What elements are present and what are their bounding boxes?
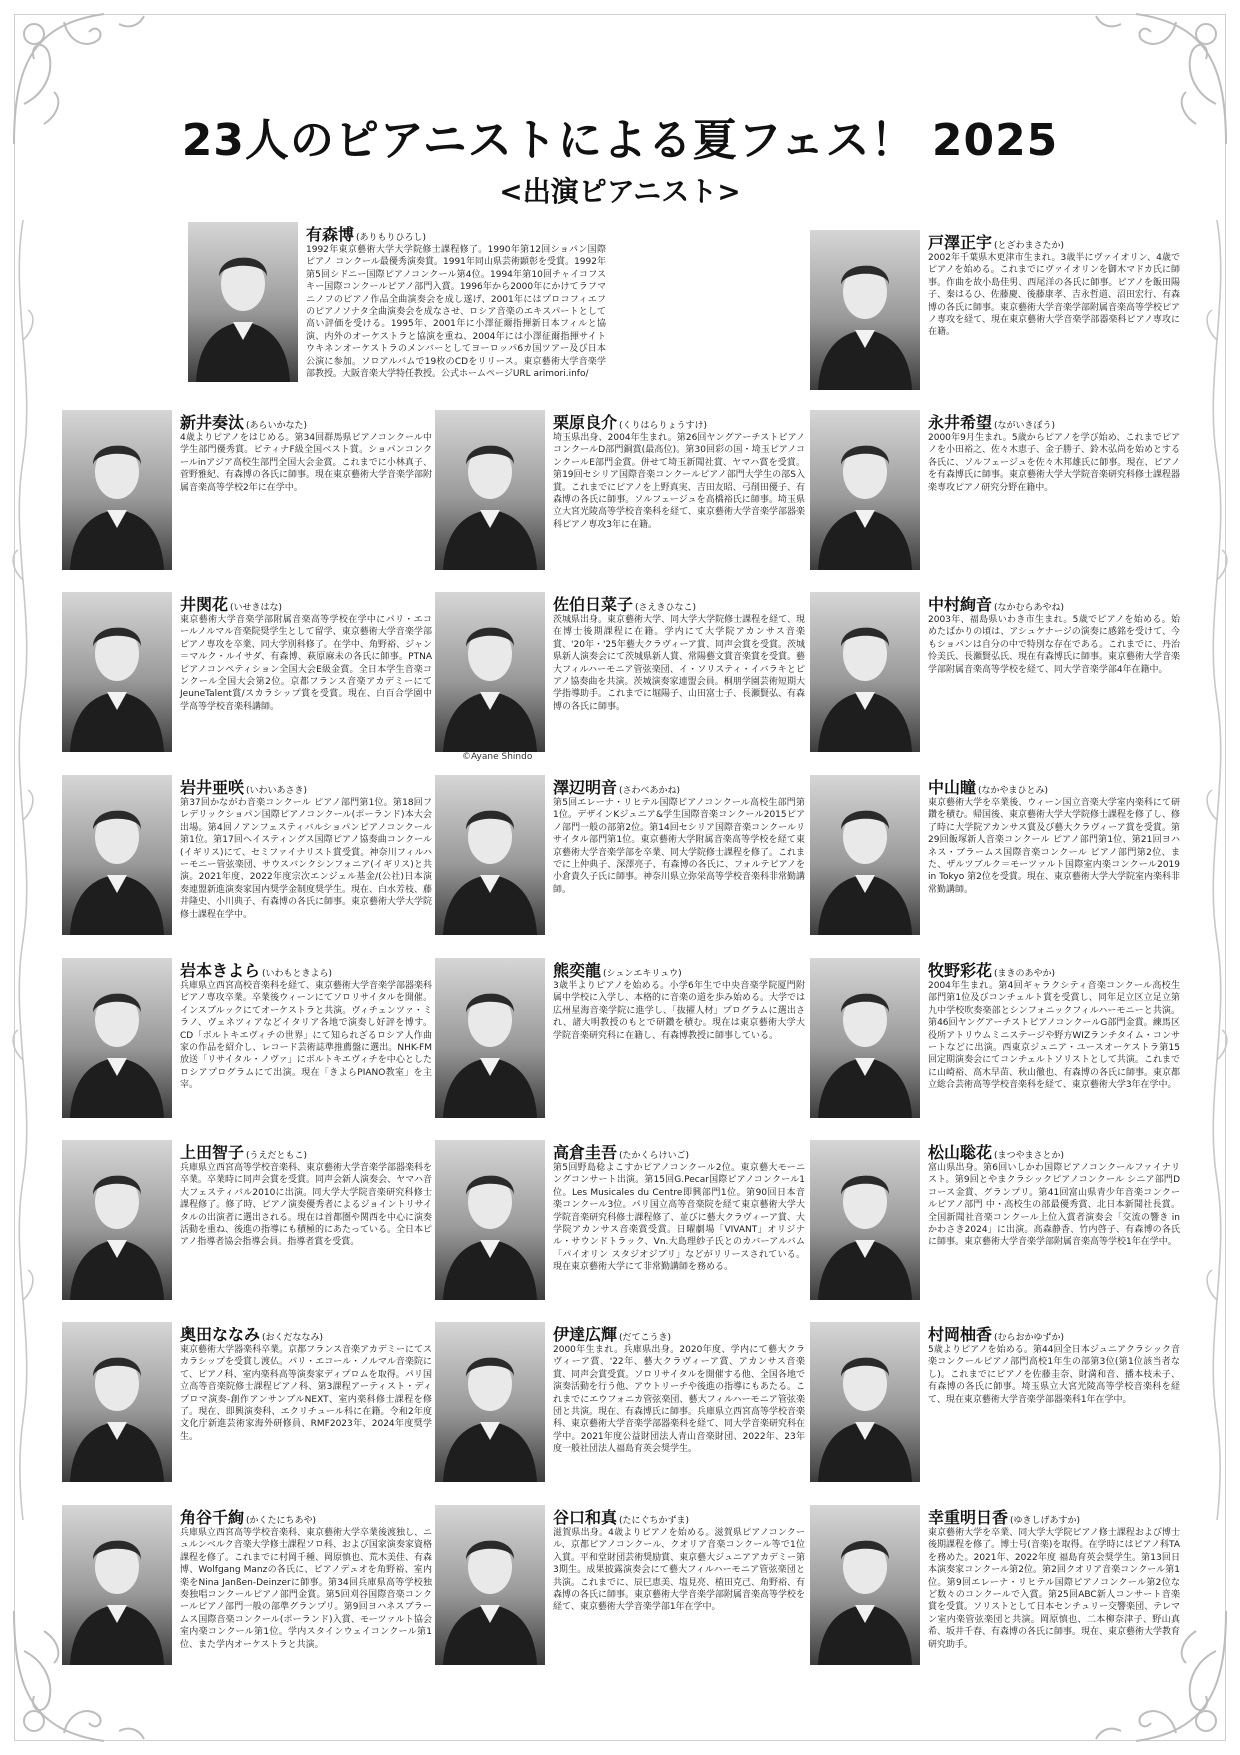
portrait-photo (62, 592, 172, 752)
pianist-biography: 5歳よりピアノを始める。第44回全日本ジュニアクラシック音楽コンクールピアノ部門高校1年生の部第3位(第1位該当者なし)。これまでにピアノを佐藤圭奈、財満和音、播本枝未子、有森博の各氏に師事。埼玉県立大宮光陵高等学校音楽科を経て、現在東京藝術大学音楽学部器楽科1年在学中。 (928, 1345, 1180, 1405)
person-silhouette-icon (810, 1505, 920, 1665)
pianist-name (553, 410, 707, 433)
pianist-name (553, 1322, 671, 1345)
pianist-card (62, 1322, 432, 1504)
pianist-biography: 兵庫県立西宮高等学校音楽科、東京藝術大学卒業後渡独し、ニュルンベルク音楽大学修士課程ソロ科、および国家演奏家資格課程を修了。これまでに村岡千種、岡原慎也、荒木美佳、有森博、Wolfgang Manzの各氏に、ピアノデュオを角野裕、室内楽をNina Janßen-Deinzerに師事。第34回兵庫県高等学校独奏独唱コンクールピアノ部門金賞。第5回刈谷国際音楽コンクールピアノ部門一般の部準グランプリ。第9回ヨハネスブラームス国際音楽コンクール(ポーランド)入賞、モーツァルト協会室内楽コンクール第1位。学内スタインウェイコンクール第1位、また学内オーケストラと共演。 (180, 1528, 433, 1650)
pianist-biography: 1992年東京藝術大学大学院修士課程修了。1990年第12回ショパン国際ピアノ コンクール最優秀演奏賞。1991年同山県芸術顕彰を受賞。1992年第5回シドニー国際ピアノコンクール第4位。1994年第10回チャイコフスキー国際コンクールピアノ部門入賞。1996年から2000年にかけてラフマニノフのピアノ作品全曲演奏会を成し遂げ、2001年にはプロコフィエフのピアノソナタ全曲演奏会を成なさせ、ロシア音楽のエキスパートとして高い評価を受ける。1995年、2001年に小澤征爾指揮新日本フィルと協演、内外のオーケストラと協演を重ね、2004年には小澤征爾指揮サイトウキネンオーケストラのメンバーとしてヨーロッパ6カ国ツアー及び日本公演に参加。ソロアルバムで19枚のCDをリリース。東京藝術大学音楽学部教授。大阪音楽大学特任教授。公式ホームページURL arimori.info/ (306, 245, 606, 380)
pianist-name (180, 1140, 307, 1163)
pianist-biography: 第37回かながわ音楽コンクール ピアノ部門第1位。第18回フレデリックショパン国際ピアノコンクール(ポーランド)本大会出場。第4回ノアンフェスティバルショパンピアノコンクール第1位。第17回ヘイスティングス国際ピアノ協奏曲コンクール(イギリス)にて、セミファイナリスト賞受賞。神奈川フィルハーモニー管弦楽団、サウスバンクシンフォニア(イギリス)と共演。2021年度、2022年度宗次エンジェル基金/(公社)日本演奏連盟新進演奏家国内奨学金制度奨学生。現在、白水芳枝、藤井隆史、小川典子、有森博の各氏に師事。東京藝術大学大学院修士課程在学中。 (180, 798, 433, 920)
pianist-name-text: 熊奕龍 (553, 961, 602, 980)
pianist-name-text: 佐伯日菜子 (553, 595, 634, 614)
page-title: 23人のピアニストによる夏フェス！ 2025 (181, 115, 1059, 166)
portrait-photo (62, 1505, 172, 1665)
pianist-biography: 東京藝術大学を卒業後、ウィーン国立音楽大学室内楽科にて研鑽を積む。帰国後、東京藝術大学大学院修士課程を修了し、修了時に大学院アカンサス賞及び藝大クラヴィーア賞を受賞。第29回飯塚新人音楽コンクール ピアノ部門第1位、第21回ヨハネス・ブラームス国際音楽コンクール ピアノ部門第2位、また、ザルツブルク＝モーツァルト国際室内楽コンクール2019 in Tokyo 第2位を受賞。現在、東京藝術大学大学院室内楽科非常勤講師。 (928, 798, 1181, 895)
pianist-name-text: 戸澤正宇 (928, 233, 993, 252)
pianist-name-text: 幸重明日香 (928, 1508, 1009, 1527)
page-subtitle: <出演ピアニスト> (499, 175, 741, 208)
pianist-name (180, 958, 332, 981)
pianist-name (928, 410, 1055, 433)
portrait-photo (435, 1322, 545, 1482)
portrait-photo (810, 775, 920, 935)
pianist-card (810, 1322, 1180, 1492)
pianist-name-reading: (あらいかなた) (246, 421, 308, 431)
pianist-name (928, 958, 1055, 981)
person-silhouette-icon (62, 1140, 172, 1300)
pianist-biography: 埼玉県出身、2004年生まれ。第26回ヤングアーチストピアノコンクールD部門銅賞(最高位)。第30回彩の国・埼玉ピアノコンクールE部門金賞。併せて埼玉新聞社賞、ヤマハ賞を受賞。第19回セシリア国際音楽コンクールピアノ部門大学生の部S入賞。これまでにピアノを上野真実、吉田友昭、弓削田優子、有森博の各氏に師事。ソルフェージュを高橋裕氏に師事。埼玉県立大宮光陵高等学校音楽科を経て、東京藝術大学音楽学部器楽科ピアノ専攻3年に在籍。 (553, 433, 805, 530)
pianist-name-text: 岩本きよら (180, 961, 261, 980)
pianist-name (180, 592, 282, 615)
pianist-biography: 兵庫県立西宮高校音楽科を経て、東京藝術大学音楽学部器楽科ピアノ専攻卒業。卒業後ウィーンにてソロリサイタルを開催。インスブルックにてオーケストラと共演。ヴィチェンツァ・ミラノ、ヴェネツィアなどイタリア各地で演奏し好評を博す。CD「ボルトキエヴィチの世界」にて知られざるロシア人作曲家の作品を紹介し、レコード芸術誌準推薦盤に選出。NHK-FM放送「リサイタル・ノヴァ」にボルトキエヴィチを中心としたロシアプログラムにて出演。現在「きよらPIANO教室」を主宰。 (180, 981, 432, 1091)
pianist-biography: 東京藝術大学器楽科卒業。京都フランス音楽アカデミーにてスカラシップを受賞し渡仏。パリ・エコール・ノルマル音楽院にて、ピアノ科、室内楽科高等演奏家ディプロムを取得。パリ国立高等音楽院修士課程ピアノ科、第3課程アーティスト・ディプロマ演奏-創作アンサンブルNEXT、室内楽科修士課程を修了。現在、即興演奏科、エクリチュール科に在籍。令和2年度文化庁新進芸術家海外研修員、RMF2023年、2024年度奨学生。 (180, 1345, 432, 1442)
pianist-name (553, 1140, 689, 1163)
portrait-photo (435, 1140, 545, 1300)
pianist-name-text: 谷口和真 (553, 1508, 618, 1527)
pianist-name-text: 牧野彩花 (928, 961, 993, 980)
pianist-biography: 2004年生まれ。第4回ギャラクシティ音楽コンクール高校生部門第1位及びコンチェルト賞を受賞し、同年足立区立足立第九中学校吹奏楽部とシンフォニックフィルハーモニーと共演。第46回ヤングアーチストピアノコンクールG部門金賞。練馬区役所アトリウムミニステージや野方WIZランチタイム・コンサートなどに出演。西東京ジュニア・ユースオーケストラ第15回定期演奏会にてコンチェルトソリストとして共演。これまでに山崎裕、高木早苗、秋山徹也、有森博の各氏に師事。東京都立総合芸術高等学校音楽科を経て、東京藝術大学3年在学中。 (928, 981, 1181, 1091)
portrait-photo (435, 410, 545, 570)
pianist-name-reading: (かくたにちあや) (246, 1516, 317, 1526)
pianist-name-text: 中山瞳 (928, 778, 977, 797)
pianist-card (435, 1505, 805, 1695)
portrait-photo (435, 592, 545, 752)
pianist-card (435, 410, 805, 580)
pianist-name-text: 奥田ななみ (180, 1325, 261, 1344)
person-silhouette-icon (810, 230, 920, 390)
portrait-photo (810, 230, 920, 390)
pianist-card (810, 1505, 1180, 1735)
pianist-name-reading: (むらおかゆずか) (994, 1333, 1065, 1343)
pianist-name-text: 松山聡花 (928, 1143, 993, 1162)
pianist-name-text: 永井希望 (928, 413, 993, 432)
pianist-card (62, 775, 432, 957)
pianist-name-text: 村岡柚香 (928, 1325, 993, 1344)
person-silhouette-icon (435, 1505, 545, 1665)
pianist-name-text: 角谷千絢 (180, 1508, 245, 1527)
pianist-name-reading: (まきのあやか) (994, 969, 1056, 979)
pianist-biography: 3歳半よりピアノを始める。小学6年生で中央音楽学院厦門附属中学校に入学し、本格的に音楽の道を歩み始める。大学では広州星海音楽学院に進学し、「抜擢人材」プログラムに選出され、諸大明教授のもとで研鑽を積む。現在は東京藝術大学大学院音楽研究科に在籍し、有森博教授に師事している。 (553, 981, 806, 1041)
pianist-name-reading: (たにぐちかずま) (619, 1516, 690, 1526)
person-silhouette-icon (435, 410, 545, 570)
pianist-biography: 富山県出身。第6回いしかわ国際ピアノコンクールファイナリスト。第9回とやまクラシックピアノコンクール シニア部門Dコース金賞、グランプリ。第41回富山県青少年音楽コンクールピアノ部門 中・高校生の部最優秀賞、北日本新聞社長賞。全国新聞社音楽コンクール上位入賞者演奏会「交流の響き in かわさき2024」に出演。高森静香、竹内啓子、有森博の各氏に師事。東京藝術大学音楽学部附属音楽高等学校1年在学中。 (928, 1163, 1180, 1248)
pianist-name-reading: (とざわまさたか) (994, 241, 1065, 251)
pianist-name (928, 592, 1064, 615)
pianist-name-text: 新井奏汰 (180, 413, 245, 432)
person-silhouette-icon (810, 775, 920, 935)
person-silhouette-icon (435, 958, 545, 1118)
pianist-card (188, 222, 608, 394)
pianist-name (928, 1322, 1064, 1345)
pianist-name (553, 1505, 689, 1528)
pianist-name (180, 775, 307, 798)
person-silhouette-icon (810, 592, 920, 752)
pianist-name-text: 澤辺明音 (553, 778, 618, 797)
pianist-name-reading: (たかくらけいご) (619, 1151, 690, 1161)
person-silhouette-icon (435, 592, 545, 752)
person-silhouette-icon (435, 1322, 545, 1482)
pianist-card (62, 1140, 432, 1322)
pianist-biography: 東京藝術大学音楽学部附属音楽高等学校在学中にパリ・エコールノルマル音楽院奨学生として留学、東京藝術大学音楽学部ピアノ専攻を卒業、同大学別科修了。在学中、角野裕、ジャン＝マルク・ルイサダ、有森博、萩原麻未の各氏に師事。PTNAピアノコンペティション全国大会E級金賞。全日本学生音楽コンクール全国大会第2位。京都フランス音楽アカデミーにてJeuneTalent賞/スカラシップ賞を受賞。現在、白百合学園中学高等学校音楽科講師。 (180, 615, 432, 712)
pianist-card (62, 410, 432, 580)
person-silhouette-icon (62, 958, 172, 1118)
pianist-name-reading: (くりはらりょうすけ) (619, 421, 708, 431)
pianist-name (553, 592, 696, 615)
photo-credit: ©Ayane Shindo (462, 752, 533, 762)
pianist-card (435, 958, 805, 1128)
portrait-photo (62, 1322, 172, 1482)
portrait-photo (810, 1505, 920, 1665)
pianist-name (553, 775, 680, 798)
pianist-name (306, 222, 426, 245)
pianist-name (553, 958, 682, 981)
person-silhouette-icon (435, 1140, 545, 1300)
portrait-photo (188, 222, 298, 382)
pianist-name-text: 井関花 (180, 595, 229, 614)
pianist-name-text: 上田智子 (180, 1143, 245, 1162)
pianist-biography: 2002年千葉県木更津市生まれ。3歳半にヴァイオリン、4歳でピアノを始める。これまでにヴァイオリンを御木マドカ氏に師事。作曲を故小島佳男、西尾洋の各氏に師事。ピアノを飯田陽子、秦はるひ、佐藤慶、後藤康孝、吉永哲道、沼田宏行、有森博の各氏に師事。東京藝術大学音楽学部附属音楽高等学校ピアノ専攻を経て、現在東京藝術大学音楽学部器楽科ピアノ専攻に在籍。 (928, 253, 1181, 338)
person-silhouette-icon (810, 1140, 920, 1300)
pianist-biography: 茨城県出身。東京藝術大学、同大学大学院修士課程を経て、現在博士後期課程に在籍。学内にて大学院アカンサス音楽賞、'20年・'25年藝大クラヴィーア賞、同声会賞を受賞。茨城県新人演奏会にて茨城県新人賞、常陽藝文賞音楽賞を受賞。藝大フィルハーモニア管弦楽団、イ・ソリスティ・イバラキとピアノ協奏曲を共演。茨城演奏家連盟会員。桐朋学園芸術短期大学指導助手。これまでに堀陽子、山田富士子、長瀬賢弘、有森博の各氏に師事。 (553, 615, 806, 712)
pianist-name-reading: (ゆきしげあすか) (1010, 1516, 1081, 1526)
portrait-photo (62, 958, 172, 1118)
pianist-card (62, 592, 432, 770)
pianist-card (62, 958, 432, 1140)
pianist-name-reading: (いせきはな) (230, 603, 283, 613)
portrait-photo (810, 1322, 920, 1482)
pianist-name-text: 岩井亜咲 (180, 778, 245, 797)
portrait-photo (62, 1140, 172, 1300)
portrait-photo (62, 410, 172, 570)
pianist-biography: 第5回エレーナ・リヒテル国際ピアノコンクール高校生部門第1位。デザインKジュニア&学生国際音楽コンクール2015ピアノ部門一般の部第2位。第14回セシリア国際音楽コンクールリサイタル部門第1位。東京藝術大学附属音楽高等学校を経て東京藝術大学音楽学部を卒業、同大学院修士課程を修了。これまでに上仲典子、深澤亮子、有森博の各氏に、フォルテピアノを小倉貴久子氏に師事。神奈川県立弥栄高等学校音楽科非常勤講師。 (553, 798, 806, 895)
pianist-card (810, 410, 1180, 580)
portrait-photo (810, 958, 920, 1118)
pianist-name-reading: (なかやまひとみ) (978, 786, 1049, 796)
person-silhouette-icon (188, 222, 298, 382)
person-silhouette-icon (810, 410, 920, 570)
pianist-card (435, 1140, 805, 1322)
portrait-photo (435, 775, 545, 935)
pianist-name-reading: (ありもりひろし) (356, 233, 427, 243)
person-silhouette-icon (810, 958, 920, 1118)
pianist-card (810, 592, 1180, 762)
pianist-card (435, 592, 805, 762)
pianist-name-reading: (なかむらあやね) (994, 603, 1065, 613)
pianist-card (810, 958, 1180, 1140)
pianist-name-reading: (いわいあさき) (246, 786, 308, 796)
portrait-photo (435, 958, 545, 1118)
pianist-card (810, 230, 1180, 402)
pianist-name (180, 1505, 316, 1528)
pianist-card (810, 775, 1180, 945)
person-silhouette-icon (62, 775, 172, 935)
pianist-biography: 2003年、福島県いわき市生まれ。5歳でピアノを始める。始めたばかりの頃は、アシュケナージの演奏に感銘を受けて、今もショパンは自分の中で特別な存在である。これまでに、丹治怜美氏、長瀬賢弘氏、現在有森博氏に師事。東京藝術大学音楽学部附属音楽高等学校を経て、同大学音楽学部4年在籍中。 (928, 615, 1181, 675)
side-vine-ornament-icon (6, 220, 40, 1520)
pianist-name (180, 1322, 323, 1345)
pianist-card (435, 775, 805, 945)
pianist-name-reading: (おくだななみ) (262, 1333, 324, 1343)
pianist-name-reading: (だてこうき) (619, 1333, 672, 1343)
pianist-card (810, 1140, 1180, 1322)
pianist-name-reading: (いわもときよら) (262, 969, 333, 979)
side-vine-ornament-icon (1200, 220, 1234, 1520)
pianist-biography: 兵庫県立西宮高等学校音楽科、東京藝術大学音楽学部器楽科を卒業。卒業時に同声会賞を受賞。同声会新人演奏会、ヤマハ音大フェスティバル2010に出演。同大学大学院音楽研究科修士課程修了。修了時、ピアノ演奏優秀者によるジョイントリサイタルの出演者に選出される。現在は首都圏や関西を中心に演奏活動を重ね、後進の指導にも積極的にあたっている。全日本ピアノ指導者協会指導会員。指導者賞を受賞。 (180, 1163, 433, 1248)
pianist-biography: 2000年生まれ。兵庫県出身。2020年度、学内にて藝大クラヴィーア賞、'22年、藝大クラヴィーア賞、アカンサス音楽賞、同声会賞受賞。ソロリサイタルを開催する他、全国各地で演奏活動を行う他、アウトリーチや後進の指導にもあたる。これまでにエウフォニカ管弦楽団、藝大フィルハーモニア管弦楽団と共演。現在、有森博氏に師事。兵庫県立西宮高等学校音楽科、東京藝術大学音楽学部器楽科を経て、同大学音楽研究科在学中。2021年度公益財団法人青山音楽財団、2022年、23年度一般社団法人福島育英会奨学生。 (553, 1345, 806, 1455)
pianist-name-reading: (さわべあかね) (619, 786, 681, 796)
pianist-name (928, 1140, 1064, 1163)
pianist-name (180, 410, 307, 433)
pianist-name-text: 伊達広輝 (553, 1325, 618, 1344)
pianist-biography: 東京藝術大学を卒業、同大学大学院ピアノ修士課程および博士後期課程を修了。博士号(音楽)を取得。在学時にはピアノ科TAを務めた。2021年、2022年度 福島育英会奨学生。第13回日本演奏家コンクール第2位。第2回クオリア音楽コンクール第1位。第9回エレーナ・リヒテル国際ピアノコンクール第2位など数々のコンクールで入賞。第25回ABC新人コンサート音楽賞を受賞。ソリストとして日本センチュリー交響楽団、テレマン室内楽管弦楽団と共演。岡原慎也、二本柳奈津子、野山真希、坂井千春、有森博の各氏に師事。現在、東京藝術大学教育研究助手。 (928, 1528, 1181, 1650)
pianist-name-text: 中村絢音 (928, 595, 993, 614)
person-silhouette-icon (62, 592, 172, 752)
pianist-card (62, 1505, 432, 1735)
person-silhouette-icon (62, 1322, 172, 1482)
portrait-photo (810, 1140, 920, 1300)
pianist-name (928, 1505, 1080, 1528)
pianist-name-reading: (うえだともこ) (246, 1151, 308, 1161)
portrait-photo (62, 775, 172, 935)
portrait-photo (810, 410, 920, 570)
pianist-name-text: 有森博 (306, 225, 355, 244)
pianist-name-text: 高倉圭吾 (553, 1143, 618, 1162)
pianist-name-reading: (シュンエキリュウ) (603, 969, 682, 979)
pianist-name (928, 230, 1064, 253)
person-silhouette-icon (810, 1322, 920, 1482)
pianist-name-reading: (さえきひなこ) (635, 603, 697, 613)
pianist-name (928, 775, 1048, 798)
pianist-card (435, 1322, 805, 1504)
person-silhouette-icon (62, 410, 172, 570)
pianist-name-text: 栗原良介 (553, 413, 618, 432)
portrait-photo (810, 592, 920, 752)
person-silhouette-icon (435, 775, 545, 935)
portrait-photo (435, 1505, 545, 1665)
pianist-biography: 滋賀県出身。4歳よりピアノを始める。滋賀県ピアノコンクール、京都ピアノコンクール、クオリア音楽コンクール等で1位入賞。平和堂財団芸術奨励賞、東京藝大ジュニアアカデミー第3期生。成果披露演奏会にて藝大フィルハーモニア管弦楽団と共演。これまでに、辰巳恵美、塩見亮、植田克己、角野裕、有森博の各氏に師事。東京藝術大学音楽学部附属音楽高等学校を経て、東京藝術大学音楽学部1年在学中。 (553, 1528, 806, 1613)
person-silhouette-icon (62, 1505, 172, 1665)
pianist-name-reading: (まつやまさとか) (994, 1151, 1065, 1161)
pianist-name-reading: (ながいきぼう) (994, 421, 1056, 431)
pianist-biography: 4歳よりピアノをはじめる。第34回群馬県ピアノコンクール中学生部門優秀賞。ピティナF級全国ベスト賞。ショパンコンクールinアジア高校生部門全国大会金賞。これまでに小林真子、菅野雅紀、有森博の各氏に師事。現在東京藝術大学音楽学部附属音楽高等学校2年に在学中。 (180, 433, 433, 493)
pianist-biography: 第5回野島稔よこすかピアノコンクール2位。東京藝大モーニングコンサート出演。第15回G.Pecar国際ピアノコンクール1位。Les Musicales du Centre即興部門1位。第90回日本音楽コンクール3位。パリ国立高等音楽院を経て東京藝術大学大学院音楽研究科修士課程修了、並びに藝大クラヴィーア賞、大学院アカンサス音楽賞受賞。日曜劇場「VIVANT」オリジナル・サウンドトラック、Vn.大島理紗子氏とのカバーアルバム「パイオリン スタジオジブリ」などがリリースされている。現在東京藝術大学にて非常勤講師を務める。 (553, 1163, 805, 1273)
pianist-biography: 2000年9月生まれ。5歳からピアノを学び始め、これまでピアノを小田裕之、佐々木恵子、金子勝子、鈴木弘尚を始めとする各氏に、ソルフェージュを佐々木邦雄氏に師事。現在、ピアノを有森博氏に師事。東京藝術大学大学院音楽研究科修士課程器楽専攻ピアノ研究分野在籍中。 (928, 433, 1181, 493)
